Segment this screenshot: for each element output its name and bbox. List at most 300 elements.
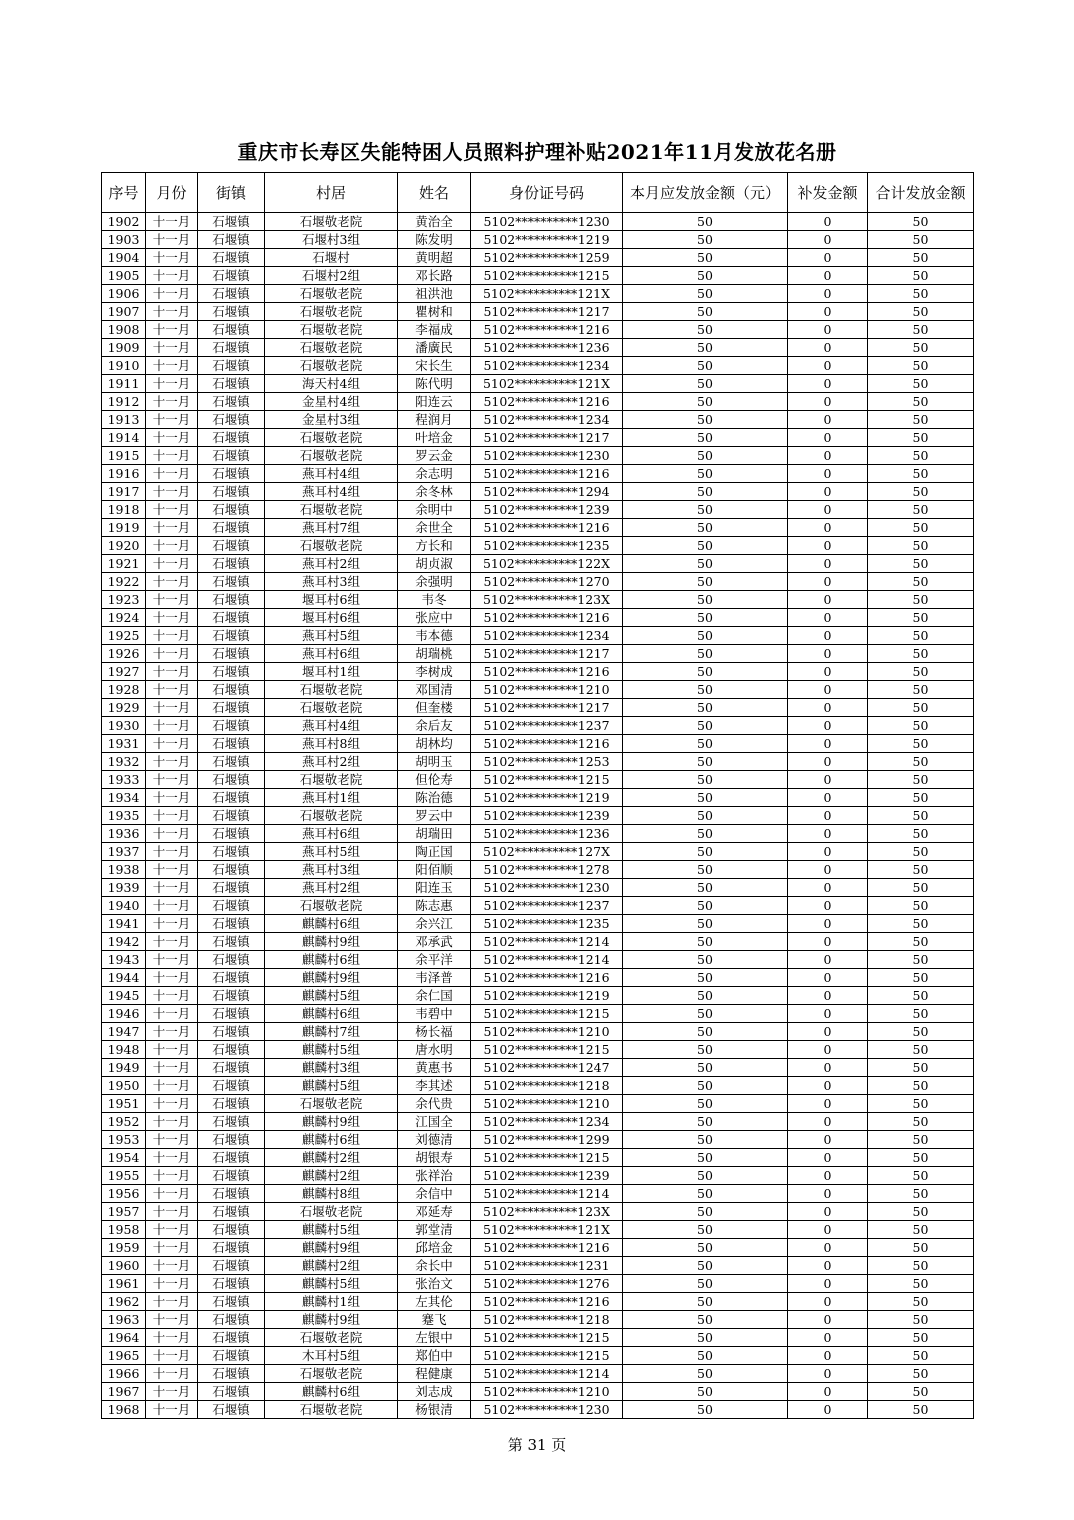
cell-index: 1931 [102, 735, 146, 753]
cell-village: 麒麟村8组 [265, 1185, 398, 1203]
cell-village: 海天村4组 [265, 375, 398, 393]
cell-total: 50 [868, 1149, 974, 1167]
cell-total: 50 [868, 231, 974, 249]
cell-index: 1959 [102, 1239, 146, 1257]
cell-month: 十一月 [146, 501, 198, 519]
cell-total: 50 [868, 213, 974, 231]
cell-village: 麒麟村9组 [265, 1239, 398, 1257]
cell-index: 1954 [102, 1149, 146, 1167]
cell-town: 石堰镇 [198, 1293, 265, 1311]
cell-back-pay: 0 [788, 879, 868, 897]
cell-back-pay: 0 [788, 969, 868, 987]
cell-id-number: 5102**********1231 [471, 1257, 623, 1275]
cell-month: 十一月 [146, 1059, 198, 1077]
cell-back-pay: 0 [788, 285, 868, 303]
cell-total: 50 [868, 447, 974, 465]
cell-town: 石堰镇 [198, 1149, 265, 1167]
cell-back-pay: 0 [788, 555, 868, 573]
cell-village: 燕耳村1组 [265, 789, 398, 807]
cell-back-pay: 0 [788, 1077, 868, 1095]
cell-village: 麒麟村5组 [265, 987, 398, 1005]
cell-month: 十一月 [146, 1239, 198, 1257]
cell-village: 麒麟村7组 [265, 1023, 398, 1041]
cell-total: 50 [868, 1383, 974, 1401]
cell-id-number: 5102**********1230 [471, 447, 623, 465]
cell-village: 麒麟村9组 [265, 933, 398, 951]
cell-town: 石堰镇 [198, 501, 265, 519]
cell-monthly-amount: 50 [623, 879, 788, 897]
cell-back-pay: 0 [788, 1293, 868, 1311]
cell-month: 十一月 [146, 987, 198, 1005]
table-row [102, 393, 974, 411]
cell-back-pay: 0 [788, 1329, 868, 1347]
table-row [102, 1293, 974, 1311]
cell-month: 十一月 [146, 1347, 198, 1365]
cell-total: 50 [868, 771, 974, 789]
cell-month: 十一月 [146, 969, 198, 987]
cell-back-pay: 0 [788, 573, 868, 591]
cell-index: 1909 [102, 339, 146, 357]
cell-back-pay: 0 [788, 645, 868, 663]
cell-back-pay: 0 [788, 1311, 868, 1329]
cell-month: 十一月 [146, 807, 198, 825]
page-number: 第 31 页 [507, 1436, 567, 1454]
table-row [102, 339, 974, 357]
cell-name: 张祥治 [398, 1167, 471, 1185]
cell-index: 1902 [102, 213, 146, 231]
cell-name: 余兴江 [398, 915, 471, 933]
table-row [102, 1095, 974, 1113]
cell-back-pay: 0 [788, 1041, 868, 1059]
cell-village: 石堰敬老院 [265, 357, 398, 375]
table-row [102, 951, 974, 969]
table-row [102, 573, 974, 591]
cell-back-pay: 0 [788, 1275, 868, 1293]
table-row [102, 717, 974, 735]
cell-month: 十一月 [146, 1185, 198, 1203]
cell-month: 十一月 [146, 1293, 198, 1311]
cell-name: 余世全 [398, 519, 471, 537]
cell-index: 1955 [102, 1167, 146, 1185]
cell-index: 1948 [102, 1041, 146, 1059]
cell-village: 麒麟村6组 [265, 1131, 398, 1149]
cell-month: 十一月 [146, 429, 198, 447]
cell-index: 1936 [102, 825, 146, 843]
cell-name: 李其述 [398, 1077, 471, 1095]
cell-back-pay: 0 [788, 501, 868, 519]
cell-total: 50 [868, 789, 974, 807]
cell-name: 陈代明 [398, 375, 471, 393]
cell-name: 胡银寿 [398, 1149, 471, 1167]
cell-month: 十一月 [146, 1257, 198, 1275]
cell-id-number: 5102**********1235 [471, 915, 623, 933]
cell-town: 石堰镇 [198, 285, 265, 303]
cell-name: 韦冬 [398, 591, 471, 609]
cell-name: 刘德清 [398, 1131, 471, 1149]
cell-index: 1919 [102, 519, 146, 537]
cell-id-number: 5102**********1259 [471, 249, 623, 267]
cell-back-pay: 0 [788, 591, 868, 609]
cell-total: 50 [868, 1221, 974, 1239]
table-row [102, 303, 974, 321]
cell-town: 石堰镇 [198, 1203, 265, 1221]
cell-monthly-amount: 50 [623, 1257, 788, 1275]
cell-index: 1910 [102, 357, 146, 375]
cell-monthly-amount: 50 [623, 1023, 788, 1041]
cell-town: 石堰镇 [198, 411, 265, 429]
cell-monthly-amount: 50 [623, 735, 788, 753]
cell-id-number: 5102**********1216 [471, 465, 623, 483]
cell-total: 50 [868, 879, 974, 897]
cell-month: 十一月 [146, 789, 198, 807]
cell-name: 罗云金 [398, 447, 471, 465]
cell-monthly-amount: 50 [623, 339, 788, 357]
cell-id-number: 5102**********1215 [471, 771, 623, 789]
table-row [102, 663, 974, 681]
cell-index: 1947 [102, 1023, 146, 1041]
cell-name: 邓长路 [398, 267, 471, 285]
cell-total: 50 [868, 375, 974, 393]
cell-monthly-amount: 50 [623, 447, 788, 465]
cell-name: 韦本德 [398, 627, 471, 645]
cell-monthly-amount: 50 [623, 1005, 788, 1023]
cell-monthly-amount: 50 [623, 717, 788, 735]
cell-total: 50 [868, 951, 974, 969]
cell-total: 50 [868, 753, 974, 771]
table-row [102, 1221, 974, 1239]
cell-id-number: 5102**********1216 [471, 735, 623, 753]
cell-monthly-amount: 50 [623, 681, 788, 699]
cell-back-pay: 0 [788, 465, 868, 483]
table-row [102, 537, 974, 555]
cell-month: 十一月 [146, 1401, 198, 1419]
cell-total: 50 [868, 1347, 974, 1365]
cell-village: 燕耳村3组 [265, 861, 398, 879]
cell-village: 石堰敬老院 [265, 501, 398, 519]
cell-village: 石堰敬老院 [265, 429, 398, 447]
cell-total: 50 [868, 537, 974, 555]
cell-month: 十一月 [146, 753, 198, 771]
cell-index: 1961 [102, 1275, 146, 1293]
cell-total: 50 [868, 987, 974, 1005]
cell-monthly-amount: 50 [623, 663, 788, 681]
cell-month: 十一月 [146, 411, 198, 429]
table-row [102, 231, 974, 249]
cell-village: 麒麟村2组 [265, 1167, 398, 1185]
cell-name: 余志明 [398, 465, 471, 483]
cell-name: 胡贞淑 [398, 555, 471, 573]
cell-name: 左其伦 [398, 1293, 471, 1311]
cell-month: 十一月 [146, 1167, 198, 1185]
cell-month: 十一月 [146, 699, 198, 717]
cell-total: 50 [868, 267, 974, 285]
cell-village: 燕耳村2组 [265, 879, 398, 897]
cell-id-number: 5102**********1237 [471, 717, 623, 735]
cell-id-number: 5102**********1216 [471, 969, 623, 987]
cell-name: 叶培金 [398, 429, 471, 447]
cell-town: 石堰镇 [198, 897, 265, 915]
cell-town: 石堰镇 [198, 987, 265, 1005]
cell-village: 麒麟村5组 [265, 1221, 398, 1239]
cell-back-pay: 0 [788, 807, 868, 825]
cell-id-number: 5102**********1219 [471, 231, 623, 249]
cell-back-pay: 0 [788, 627, 868, 645]
cell-id-number: 5102**********1216 [471, 393, 623, 411]
table-row [102, 1347, 974, 1365]
cell-town: 石堰镇 [198, 663, 265, 681]
cell-id-number: 5102**********1219 [471, 987, 623, 1005]
cell-month: 十一月 [146, 897, 198, 915]
cell-monthly-amount: 50 [623, 1311, 788, 1329]
header-cell-index: 序号 [102, 173, 146, 213]
cell-village: 麒麟村9组 [265, 1311, 398, 1329]
cell-back-pay: 0 [788, 375, 868, 393]
cell-name: 但奎楼 [398, 699, 471, 717]
cell-total: 50 [868, 735, 974, 753]
cell-village: 燕耳村6组 [265, 645, 398, 663]
cell-index: 1913 [102, 411, 146, 429]
cell-monthly-amount: 50 [623, 1131, 788, 1149]
cell-monthly-amount: 50 [623, 483, 788, 501]
cell-village: 燕耳村2组 [265, 555, 398, 573]
cell-monthly-amount: 50 [623, 537, 788, 555]
cell-index: 1915 [102, 447, 146, 465]
cell-town: 石堰镇 [198, 861, 265, 879]
cell-month: 十一月 [146, 519, 198, 537]
cell-back-pay: 0 [788, 231, 868, 249]
cell-id-number: 5102**********1216 [471, 609, 623, 627]
cell-month: 十一月 [146, 447, 198, 465]
cell-monthly-amount: 50 [623, 969, 788, 987]
cell-name: 左银中 [398, 1329, 471, 1347]
cell-id-number: 5102**********1219 [471, 789, 623, 807]
cell-back-pay: 0 [788, 1257, 868, 1275]
cell-back-pay: 0 [788, 609, 868, 627]
cell-total: 50 [868, 609, 974, 627]
cell-monthly-amount: 50 [623, 807, 788, 825]
cell-id-number: 5102**********1215 [471, 1347, 623, 1365]
cell-month: 十一月 [146, 951, 198, 969]
cell-back-pay: 0 [788, 213, 868, 231]
table-row [102, 915, 974, 933]
cell-town: 石堰镇 [198, 1095, 265, 1113]
table-row [102, 645, 974, 663]
cell-monthly-amount: 50 [623, 429, 788, 447]
cell-index: 1965 [102, 1347, 146, 1365]
cell-total: 50 [868, 1239, 974, 1257]
cell-total: 50 [868, 915, 974, 933]
cell-town: 石堰镇 [198, 1347, 265, 1365]
cell-town: 石堰镇 [198, 1383, 265, 1401]
cell-village: 麒麟村9组 [265, 969, 398, 987]
header-cell-month: 月份 [146, 173, 198, 213]
cell-name: 程润月 [398, 411, 471, 429]
cell-id-number: 5102**********1270 [471, 573, 623, 591]
cell-monthly-amount: 50 [623, 501, 788, 519]
cell-town: 石堰镇 [198, 1275, 265, 1293]
cell-village: 石堰敬老院 [265, 1401, 398, 1419]
cell-town: 石堰镇 [198, 825, 265, 843]
cell-town: 石堰镇 [198, 843, 265, 861]
cell-town: 石堰镇 [198, 627, 265, 645]
cell-total: 50 [868, 573, 974, 591]
cell-total: 50 [868, 519, 974, 537]
cell-monthly-amount: 50 [623, 393, 788, 411]
cell-monthly-amount: 50 [623, 645, 788, 663]
cell-town: 石堰镇 [198, 573, 265, 591]
cell-back-pay: 0 [788, 1383, 868, 1401]
cell-month: 十一月 [146, 681, 198, 699]
cell-total: 50 [868, 1185, 974, 1203]
cell-total: 50 [868, 483, 974, 501]
cell-village: 石堰敬老院 [265, 699, 398, 717]
table-row [102, 483, 974, 501]
cell-id-number: 5102**********1239 [471, 1167, 623, 1185]
cell-monthly-amount: 50 [623, 231, 788, 249]
cell-id-number: 5102**********1230 [471, 879, 623, 897]
cell-back-pay: 0 [788, 1005, 868, 1023]
cell-index: 1958 [102, 1221, 146, 1239]
cell-month: 十一月 [146, 339, 198, 357]
cell-village: 燕耳村2组 [265, 753, 398, 771]
cell-month: 十一月 [146, 1005, 198, 1023]
cell-town: 石堰镇 [198, 1131, 265, 1149]
cell-index: 1967 [102, 1383, 146, 1401]
cell-town: 石堰镇 [198, 1365, 265, 1383]
cell-index: 1953 [102, 1131, 146, 1149]
cell-name: 余强明 [398, 573, 471, 591]
cell-total: 50 [868, 1365, 974, 1383]
cell-index: 1929 [102, 699, 146, 717]
cell-name: 宋长生 [398, 357, 471, 375]
cell-id-number: 5102**********1234 [471, 357, 623, 375]
cell-back-pay: 0 [788, 1023, 868, 1041]
cell-name: 郑伯中 [398, 1347, 471, 1365]
cell-total: 50 [868, 969, 974, 987]
cell-month: 十一月 [146, 213, 198, 231]
header-cell-back-pay: 补发金额 [788, 173, 868, 213]
table-row [102, 591, 974, 609]
cell-name: 陈治德 [398, 789, 471, 807]
cell-index: 1912 [102, 393, 146, 411]
cell-town: 石堰镇 [198, 267, 265, 285]
cell-total: 50 [868, 1095, 974, 1113]
cell-month: 十一月 [146, 1365, 198, 1383]
cell-village: 石堰敬老院 [265, 807, 398, 825]
cell-name: 余仁国 [398, 987, 471, 1005]
cell-index: 1922 [102, 573, 146, 591]
cell-village: 麒麟村6组 [265, 951, 398, 969]
table-row [102, 465, 974, 483]
cell-index: 1905 [102, 267, 146, 285]
cell-total: 50 [868, 1329, 974, 1347]
cell-id-number: 5102**********121X [471, 375, 623, 393]
cell-town: 石堰镇 [198, 1185, 265, 1203]
cell-total: 50 [868, 717, 974, 735]
cell-back-pay: 0 [788, 429, 868, 447]
cell-name: 江国全 [398, 1113, 471, 1131]
cell-monthly-amount: 50 [623, 897, 788, 915]
cell-index: 1960 [102, 1257, 146, 1275]
cell-monthly-amount: 50 [623, 861, 788, 879]
table-row [102, 1149, 974, 1167]
cell-back-pay: 0 [788, 915, 868, 933]
cell-id-number: 5102**********1215 [471, 1329, 623, 1347]
cell-village: 石堰村3组 [265, 231, 398, 249]
cell-id-number: 5102**********1276 [471, 1275, 623, 1293]
cell-village: 燕耳村5组 [265, 627, 398, 645]
cell-back-pay: 0 [788, 1167, 868, 1185]
table-row [102, 789, 974, 807]
cell-name: 余代贵 [398, 1095, 471, 1113]
cell-total: 50 [868, 897, 974, 915]
cell-town: 石堰镇 [198, 1167, 265, 1185]
cell-index: 1903 [102, 231, 146, 249]
cell-back-pay: 0 [788, 699, 868, 717]
cell-monthly-amount: 50 [623, 843, 788, 861]
cell-village: 麒麟村5组 [265, 1275, 398, 1293]
cell-town: 石堰镇 [198, 1113, 265, 1131]
cell-index: 1952 [102, 1113, 146, 1131]
cell-town: 石堰镇 [198, 321, 265, 339]
cell-back-pay: 0 [788, 321, 868, 339]
cell-id-number: 5102**********1299 [471, 1131, 623, 1149]
cell-month: 十一月 [146, 573, 198, 591]
table-row [102, 1383, 974, 1401]
cell-village: 石堰敬老院 [265, 447, 398, 465]
cell-index: 1923 [102, 591, 146, 609]
cell-id-number: 5102**********1253 [471, 753, 623, 771]
cell-monthly-amount: 50 [623, 285, 788, 303]
cell-name: 邓延寿 [398, 1203, 471, 1221]
cell-index: 1944 [102, 969, 146, 987]
table-row [102, 1311, 974, 1329]
cell-village: 麒麟村9组 [265, 1113, 398, 1131]
cell-id-number: 5102**********1236 [471, 825, 623, 843]
cell-back-pay: 0 [788, 951, 868, 969]
cell-month: 十一月 [146, 735, 198, 753]
cell-monthly-amount: 50 [623, 1293, 788, 1311]
cell-month: 十一月 [146, 825, 198, 843]
cell-back-pay: 0 [788, 771, 868, 789]
table-row [102, 627, 974, 645]
cell-village: 麒麟村3组 [265, 1059, 398, 1077]
cell-month: 十一月 [146, 249, 198, 267]
cell-month: 十一月 [146, 285, 198, 303]
table-row [102, 1041, 974, 1059]
cell-town: 石堰镇 [198, 555, 265, 573]
cell-total: 50 [868, 1167, 974, 1185]
header-cell-name: 姓名 [398, 173, 471, 213]
cell-monthly-amount: 50 [623, 1059, 788, 1077]
cell-total: 50 [868, 1023, 974, 1041]
table-row [102, 1203, 974, 1221]
cell-village: 麒麟村6组 [265, 1383, 398, 1401]
cell-total: 50 [868, 465, 974, 483]
cell-back-pay: 0 [788, 1131, 868, 1149]
cell-village: 石堰敬老院 [265, 321, 398, 339]
document-title: 重庆市长寿区失能特困人员照料护理补贴2021年11月发放花名册 [237, 140, 837, 164]
cell-town: 石堰镇 [198, 1401, 265, 1419]
cell-village: 金星村4组 [265, 393, 398, 411]
cell-name: 陈发明 [398, 231, 471, 249]
cell-town: 石堰镇 [198, 339, 265, 357]
table-row [102, 861, 974, 879]
cell-back-pay: 0 [788, 1095, 868, 1113]
cell-index: 1949 [102, 1059, 146, 1077]
cell-village: 麒麟村6组 [265, 915, 398, 933]
cell-name: 韦碧中 [398, 1005, 471, 1023]
